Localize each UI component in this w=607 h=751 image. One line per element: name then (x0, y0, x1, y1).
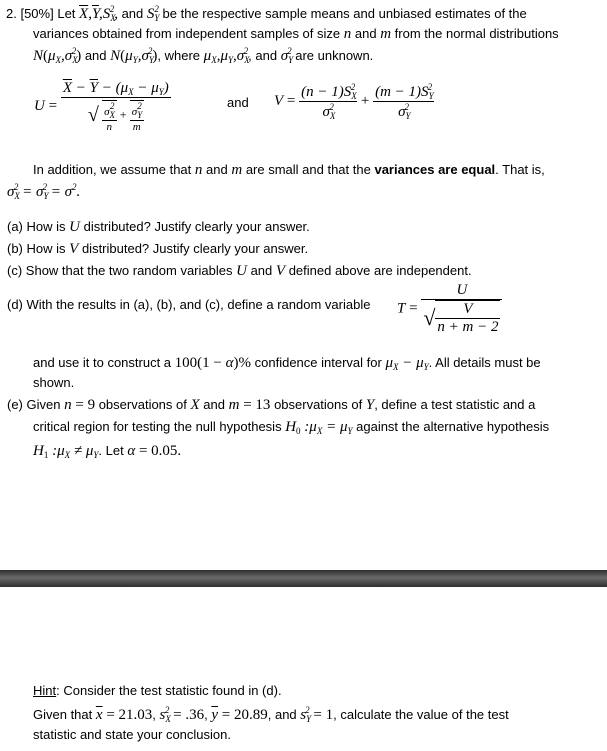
math-sy: $S_Y^2$ (146, 4, 160, 23)
part-d (7, 297, 370, 312)
text: distributed? Justify clearly your answer. (81, 241, 309, 256)
text: and (354, 26, 377, 41)
math-params: $\mu_X,\mu_Y,\sigma_X^2$ (203, 46, 250, 65)
text: defined above are independent. (288, 263, 472, 278)
text: Let (57, 6, 76, 21)
part-c: (c) Show that the two random variables U and V defined above are independent. (7, 263, 472, 279)
label: (b) (7, 241, 23, 256)
part-e-line2: critical region for testing the null hypothesis $H_0$ $:\mu_X = \mu_Y$ against the alternative hypothesis (33, 419, 550, 436)
hint-label: Hint (33, 683, 57, 698)
text: and use it to construct a (33, 355, 172, 370)
text-and: and (227, 95, 249, 110)
text: and (206, 162, 228, 177)
label: (e) (7, 397, 23, 412)
math-n: n (343, 26, 352, 42)
question-number: 2. (6, 6, 17, 21)
math-normal-y: N (110, 48, 121, 64)
part-b: (b) How is V distributed? Justify clearly your answer. (7, 241, 309, 257)
math-normal-x: N (33, 48, 44, 64)
text: , where (157, 48, 201, 63)
text: are unknown. (295, 48, 374, 63)
formula-v: V = $\frac{(n - 1)S_X^2}{\sigma_X^2}$ + $\frac{(m - 1)S_Y^2}{\sigma_Y^2}$ (274, 82, 434, 121)
text: . That is, (495, 162, 545, 177)
text: variances obtained from independent samples of size (33, 26, 341, 41)
text: against the alternative hypothesis (356, 419, 550, 434)
equal-variance-formula: $\sigma_X^2 = \sigma_Y^2 = \sigma^2$. (7, 182, 81, 201)
text: confidence interval for (254, 355, 382, 370)
formula-t: T = U √ $\frac{V}{n + m - 2}$ (397, 282, 502, 336)
question-weight: [50%] (20, 6, 54, 21)
text: Given that (33, 707, 93, 722)
assumption-line: In addition, we assume that n and m are small and that the variances are equal. That is, (33, 162, 545, 178)
text: Show that the two random variables (25, 263, 233, 278)
text: from the normal distributions (394, 26, 559, 41)
hint-line-2: Given that $\overline{x} = 21.03$, $s_X^2 = .36$, $\overline{y} = 20.89$, and $s_Y^2 = 1$, calculate the value of the test (33, 705, 509, 724)
part-e-line3: $H_1$ $:\mu_X \ne \mu_Y$. Let α = 0.05. (33, 443, 182, 460)
text: : Consider the test statistic found in (d). (56, 683, 282, 698)
text: , (152, 707, 156, 722)
label: (a) (7, 219, 23, 234)
text: , and (267, 707, 297, 722)
text: be the respective sample means and unbiased estimates of the (162, 6, 527, 21)
text: observations of (274, 397, 363, 412)
text: distributed? Justify clearly your answer. (83, 219, 310, 234)
text: With the results in (a), (b), and (c), define a random variable (26, 297, 371, 312)
page-divider (0, 570, 607, 587)
text: , and (248, 48, 278, 63)
text: , define a test statistic and a (374, 397, 536, 412)
part-d-shown: shown. (33, 375, 75, 390)
text: and (121, 6, 144, 21)
text: and (203, 397, 225, 412)
text: critical region for testing the null hypothesis (33, 419, 282, 434)
text: . All details must be (428, 355, 541, 370)
math-xbar-ybar-sx: $\overline{X},\overline{Y},S_X^2$, (79, 4, 118, 23)
part-a: (a) How is U distributed? Justify clearly your answer. (7, 219, 310, 235)
part-d-continued: and use it to construct a 100(1 − α)% confidence interval for $\mu_X - \mu_Y$. All details must be (33, 355, 541, 372)
text: In addition, we assume that (33, 162, 192, 177)
label: (d) (7, 297, 23, 312)
question-line-1 (6, 4, 527, 23)
text: observations of (98, 397, 187, 412)
part-e: (e) Given n = 9 observations of X and m = 13 observations of Y, define a test statistic and a (7, 397, 536, 413)
text: How is (26, 241, 66, 256)
text: , calculate the value of the test (333, 707, 509, 722)
label: (c) (7, 263, 23, 278)
hint-line-3: statistic and state your conclusion. (33, 727, 231, 742)
formula-u: U = $\overline{X} - \overline{Y} - (\mu_X - \mu_Y)$ √ $\frac{\sigma_X^2}{n}$ + $\frac{\sigma_Y^2}{m}$ (34, 80, 169, 133)
text: How is (26, 219, 66, 234)
hint-line-1 (33, 683, 282, 698)
question-line-2 (33, 26, 559, 43)
math-sigma-y: $\sigma_Y^2$ (280, 46, 294, 65)
bold-text: variances are equal (374, 162, 496, 177)
text: . Let (98, 443, 124, 458)
text: , (204, 707, 208, 722)
math-m: m (380, 26, 392, 42)
text: Given (26, 397, 61, 412)
question-line-3: $N(\mu_X,\sigma_X^2)$ and $N(\mu_Y,\sigma_Y^2)$, where $\mu_X,\mu_Y,\sigma_X^2$, and $\sigma_Y^2$ are unknown. (33, 46, 374, 65)
text: and (250, 263, 273, 278)
text: and (84, 48, 107, 63)
text: are small and that the (245, 162, 371, 177)
